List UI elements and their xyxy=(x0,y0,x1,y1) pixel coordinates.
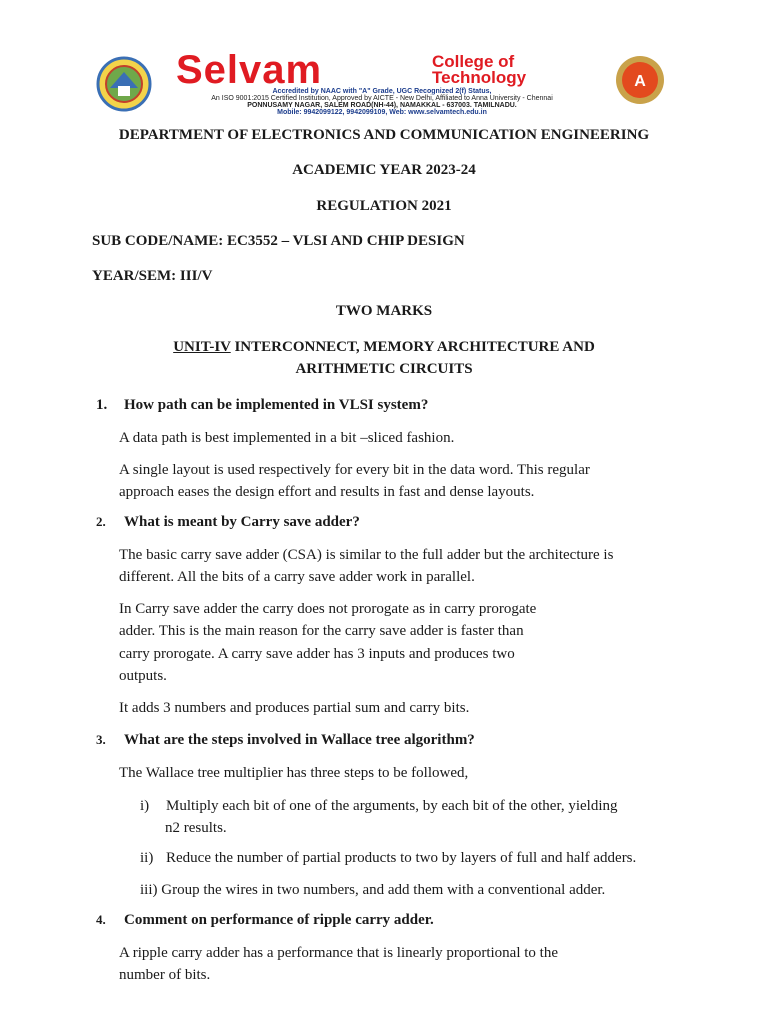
question-text: How path can be implemented in VLSI system? xyxy=(124,397,429,413)
list-item xyxy=(140,795,680,818)
unit-title xyxy=(0,339,768,356)
department-heading: DEPARTMENT OF ELECTRONICS AND COMMUNICATION ENGINEERING xyxy=(118,127,650,143)
answer-paragraph: adder. This is the main reason for the carry save adder is faster than xyxy=(119,623,524,639)
answer-paragraph: A data path is best implemented in a bit –sliced fashion. xyxy=(119,430,455,446)
answer-paragraph: number of bits. xyxy=(119,967,211,983)
unit-title-line1: INTERCONNECT, MEMORY ARCHITECTURE AND xyxy=(230,339,595,355)
address-line: PONNUSAMY NAGAR, SALEM ROAD(NH-44), NAMAKKAL - 637003. TAMILNADU. xyxy=(247,102,517,109)
college-emblem-icon xyxy=(96,56,152,112)
brand-subtitle xyxy=(432,54,526,86)
contact-line: Mobile: 9942099122, 9942099109, Web: www.selvamtech.edu.in xyxy=(277,109,487,116)
naac-badge-grade: A xyxy=(634,73,646,90)
answer-paragraph: different. All the bits of a carry save adder work in parallel. xyxy=(119,569,475,585)
list-item xyxy=(140,879,680,902)
question-4 xyxy=(96,912,434,929)
naac-badge-icon xyxy=(612,54,668,112)
subject-code-name: SUB CODE/NAME: EC3552 – VLSI AND CHIP DESIGN xyxy=(92,233,465,249)
answer-paragraph: A ripple carry adder has a performance that is linearly proportional to the xyxy=(119,945,558,961)
brand-name: Selvam xyxy=(176,48,323,92)
affiliation-line: An ISO 9001:2015 Certified Institution, Approved by AICTE - New Delhi, Affiliated to Anna University - Chennai xyxy=(211,95,553,102)
list-text: Multiply each bit of one of the arguments, by each bit of the other, yielding xyxy=(166,798,618,814)
brand-subtitle-line2: Technology xyxy=(432,68,527,87)
list-marker: i) xyxy=(140,798,150,814)
question-1 xyxy=(96,397,428,414)
list-text: Reduce the number of partial products to two by layers of full and half adders. xyxy=(166,850,637,866)
college-letterhead xyxy=(92,50,672,126)
unit-label: UNIT-IV xyxy=(173,339,231,355)
answer-paragraph: A single layout is used respectively for every bit in the data word. This regular xyxy=(119,462,590,478)
list-marker: iii) xyxy=(140,882,158,898)
question-2 xyxy=(96,514,360,531)
question-text: What is meant by Carry save adder? xyxy=(124,514,360,530)
question-number: 1. xyxy=(96,397,108,413)
answer-paragraph: approach eases the design effort and results in fast and dense layouts. xyxy=(119,484,535,500)
answer-paragraph: carry prorogate. A carry save adder has 3 inputs and produces two xyxy=(119,646,515,662)
answer-paragraph: outputs. xyxy=(119,668,167,684)
answer-paragraph: It adds 3 numbers and produces partial sum and carry bits. xyxy=(119,700,470,716)
academic-year: ACADEMIC YEAR 2023-24 xyxy=(292,162,476,178)
regulation: REGULATION 2021 xyxy=(316,198,452,214)
answer-paragraph: The Wallace tree multiplier has three steps to be followed, xyxy=(119,765,469,781)
answer-paragraph: The basic carry save adder (CSA) is similar to the full adder but the architecture is xyxy=(119,547,614,563)
unit-title-line2: ARITHMETIC CIRCUITS xyxy=(295,361,473,377)
question-text: What are the steps involved in Wallace tree algorithm? xyxy=(124,732,475,748)
question-number: 3. xyxy=(96,732,106,747)
year-semester: YEAR/SEM: III/V xyxy=(92,268,213,284)
question-number: 4. xyxy=(96,912,106,927)
list-text: Group the wires in two numbers, and add them with a conventional adder. xyxy=(161,882,606,898)
list-marker: ii) xyxy=(140,850,154,866)
question-number: 2. xyxy=(96,514,106,529)
question-3 xyxy=(96,732,475,749)
question-text: Comment on performance of ripple carry adder. xyxy=(124,912,434,928)
section-heading: TWO MARKS xyxy=(335,303,433,319)
answer-paragraph: In Carry save adder the carry does not prorogate as in carry prorogate xyxy=(119,601,537,617)
brand-subtitle-line1: College of xyxy=(432,52,515,71)
list-item xyxy=(140,847,680,870)
list-item-continuation xyxy=(140,817,680,840)
accreditation-line: Accredited by NAAC with "A" Grade, UGC Recognized 2(f) Status, xyxy=(272,88,492,95)
list-text: n2 results. xyxy=(165,820,227,836)
